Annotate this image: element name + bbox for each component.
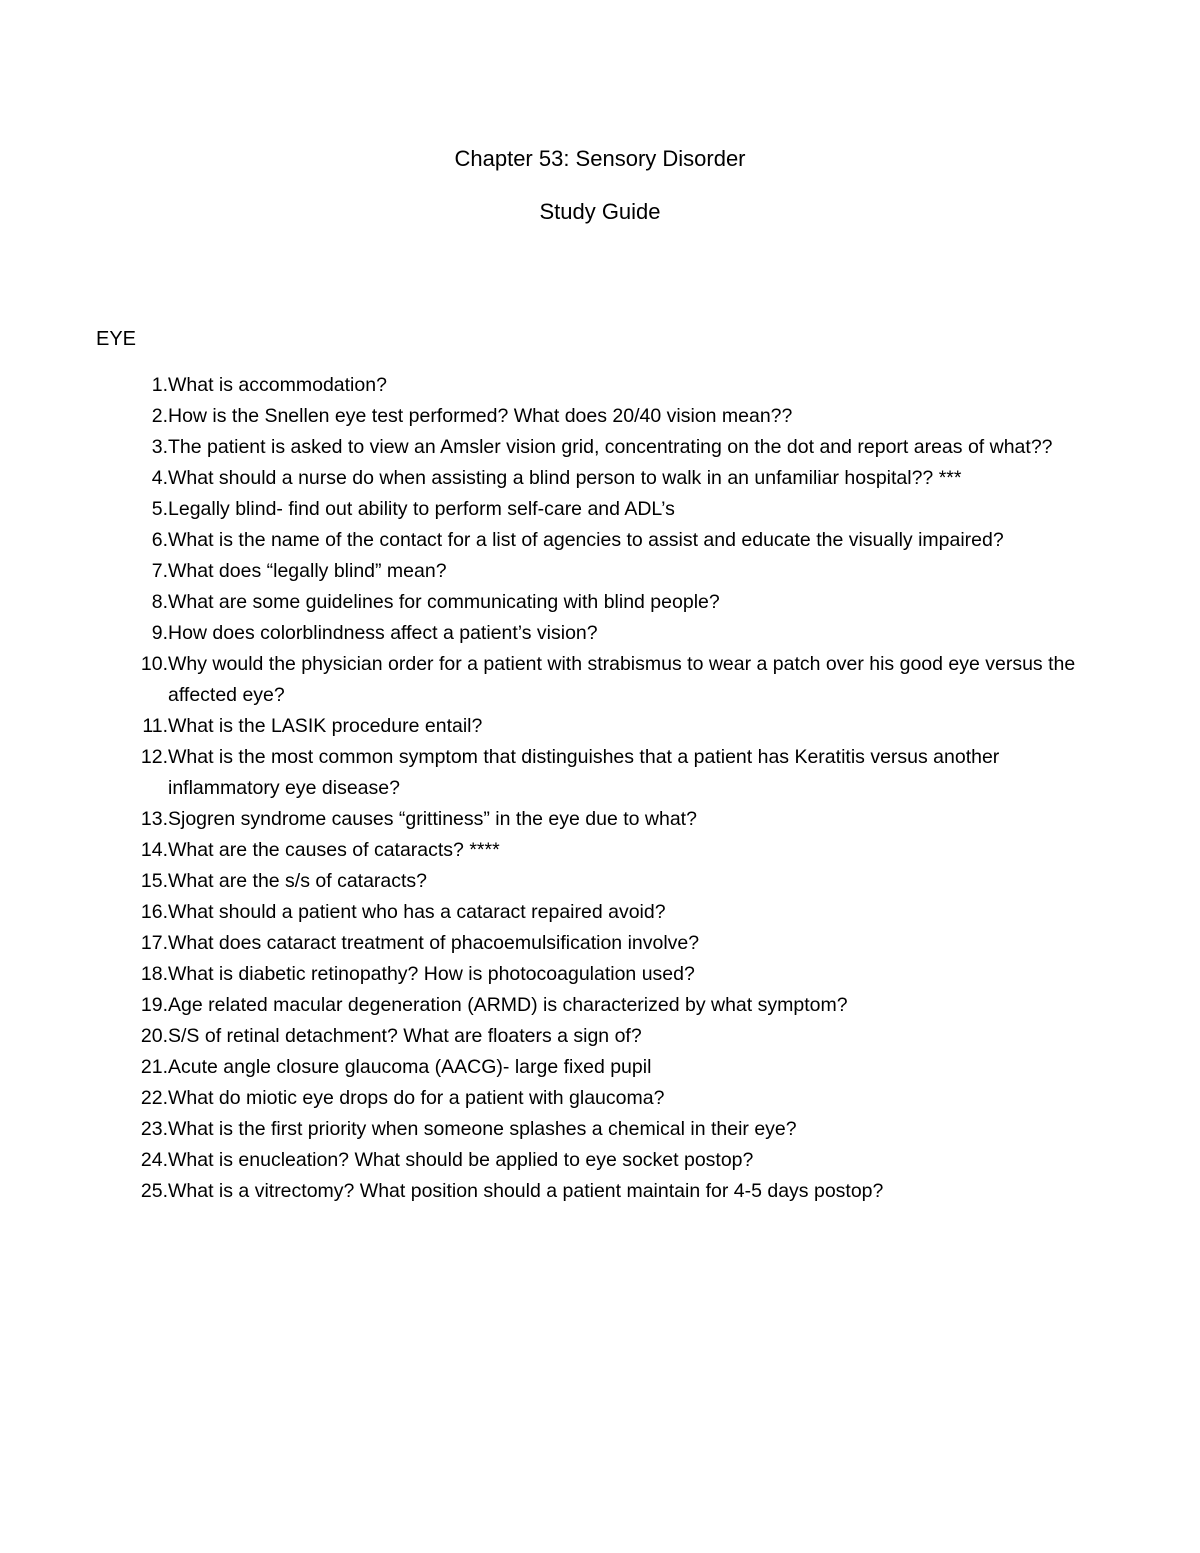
list-item-number-cell bbox=[96, 959, 168, 990]
list-item-number: 13. bbox=[140, 808, 168, 830]
list-item-number: 14. bbox=[140, 839, 168, 861]
list-item-number: 20. bbox=[140, 1025, 168, 1047]
list-item-text: What does “legally blind” mean? bbox=[168, 560, 447, 582]
list-item-number-cell bbox=[96, 711, 168, 742]
list-item-number-cell bbox=[96, 928, 168, 959]
list-item-number: 11. bbox=[142, 715, 168, 737]
list-item bbox=[96, 959, 1106, 990]
list-item-number-cell bbox=[96, 1114, 168, 1145]
list-item-text: Legally blind- find out ability to perform self-care and ADL’s bbox=[168, 498, 675, 520]
list-item bbox=[96, 804, 1106, 835]
list-item-text: S/S of retinal detachment? What are floaters a sign of? bbox=[168, 1025, 642, 1047]
list-item-number: 22. bbox=[140, 1087, 168, 1109]
list-item-number-cell bbox=[96, 370, 168, 401]
list-item-text: What are the s/s of cataracts? bbox=[168, 870, 428, 892]
list-item bbox=[96, 1083, 1106, 1114]
list-item-text: How does colorblindness affect a patient’s vision? bbox=[168, 622, 598, 644]
list-item bbox=[96, 556, 1106, 587]
list-item-text: What is the LASIK procedure entail? bbox=[168, 715, 483, 737]
list-item bbox=[96, 742, 1106, 804]
list-item bbox=[96, 1176, 1106, 1207]
list-item bbox=[96, 835, 1106, 866]
list-item-number-cell bbox=[96, 587, 168, 618]
list-item-number-cell bbox=[96, 990, 168, 1021]
list-item-number: 9. bbox=[151, 622, 168, 644]
list-item-text: What are some guidelines for communicating with blind people? bbox=[168, 591, 720, 613]
list-item-number-cell bbox=[96, 556, 168, 587]
list-item-number-cell bbox=[96, 1083, 168, 1114]
list-item-number-cell bbox=[96, 804, 168, 835]
list-item bbox=[96, 401, 1106, 432]
list-item-number: 17. bbox=[140, 932, 168, 954]
list-item bbox=[96, 1021, 1106, 1052]
list-item-text: Why would the physician order for a patient with strabismus to wear a patch over his good eye versus the affected eye? bbox=[168, 653, 1076, 706]
list-item-text: What should a nurse do when assisting a blind person to walk in an unfamiliar hospital?? *** bbox=[168, 467, 962, 489]
list-item-text: What is diabetic retinopathy? How is photocoagulation used? bbox=[168, 963, 695, 985]
list-item-number: 4. bbox=[151, 467, 168, 489]
list-item-number: 12. bbox=[140, 746, 168, 768]
section-heading: EYE bbox=[96, 328, 137, 350]
list-item-number-cell bbox=[96, 463, 168, 494]
list-item-text: What are the causes of cataracts? **** bbox=[168, 839, 500, 861]
list-item-number: 2. bbox=[151, 405, 168, 427]
list-item-text: Age related macular degeneration (ARMD) is characterized by what symptom? bbox=[168, 994, 848, 1016]
list-item-text: What is the most common symptom that distinguishes that a patient has Keratitis versus another inflammatory eye disease? bbox=[168, 746, 1000, 799]
document-title: Chapter 53: Sensory Disorder bbox=[454, 146, 746, 171]
question-list bbox=[96, 370, 1106, 1207]
list-item-text: What is the name of the contact for a list of agencies to assist and educate the visually impaired? bbox=[168, 529, 1004, 551]
list-item-number-cell bbox=[96, 525, 168, 556]
list-item bbox=[96, 1145, 1106, 1176]
list-item bbox=[96, 866, 1106, 897]
list-item-text: The patient is asked to view an Amsler vision grid, concentrating on the dot and report areas of what?? bbox=[168, 436, 1053, 458]
list-item bbox=[96, 928, 1106, 959]
list-item bbox=[96, 1052, 1106, 1083]
list-item-text: What does cataract treatment of phacoemulsification involve? bbox=[168, 932, 700, 954]
list-item-number: 24. bbox=[140, 1149, 168, 1171]
list-item bbox=[96, 1114, 1106, 1145]
list-item bbox=[96, 711, 1106, 742]
list-item-number-cell bbox=[96, 866, 168, 897]
list-item bbox=[96, 649, 1106, 711]
list-item-number-cell bbox=[96, 897, 168, 928]
list-item-number: 18. bbox=[140, 963, 168, 985]
list-item-text: What do miotic eye drops do for a patient with glaucoma? bbox=[168, 1087, 665, 1109]
list-item-number-cell bbox=[96, 401, 168, 432]
list-item-number: 23. bbox=[140, 1118, 168, 1140]
list-item-number: 10. bbox=[140, 653, 168, 675]
list-item bbox=[96, 990, 1106, 1021]
list-item bbox=[96, 525, 1106, 556]
list-item-number-cell bbox=[96, 1145, 168, 1176]
list-item-text: What is a vitrectomy? What position should a patient maintain for 4-5 days postop? bbox=[168, 1180, 884, 1202]
list-item-number: 21. bbox=[140, 1056, 168, 1078]
list-item-number: 25. bbox=[140, 1180, 168, 1202]
list-item-text: What is accommodation? bbox=[168, 374, 387, 396]
list-item-number-cell bbox=[96, 432, 168, 463]
list-item-number-cell bbox=[96, 618, 168, 649]
list-item-number: 15. bbox=[140, 870, 168, 892]
list-item-text: How is the Snellen eye test performed? What does 20/40 vision mean?? bbox=[168, 405, 793, 427]
list-item-number-cell bbox=[96, 1176, 168, 1207]
list-item-text: What is the first priority when someone splashes a chemical in their eye? bbox=[168, 1118, 797, 1140]
list-item-number-cell bbox=[96, 835, 168, 866]
list-item-number-cell bbox=[96, 494, 168, 525]
list-item bbox=[96, 432, 1106, 463]
list-item bbox=[96, 370, 1106, 401]
list-item-number: 8. bbox=[151, 591, 168, 613]
list-item-number: 1. bbox=[151, 374, 168, 396]
list-item-number: 16. bbox=[140, 901, 168, 923]
list-item bbox=[96, 897, 1106, 928]
list-item-number: 5. bbox=[151, 498, 168, 520]
list-item-text: What is enucleation? What should be applied to eye socket postop? bbox=[168, 1149, 754, 1171]
list-item bbox=[96, 494, 1106, 525]
list-item-number: 7. bbox=[151, 560, 168, 582]
list-item bbox=[96, 618, 1106, 649]
list-item-text: Sjogren syndrome causes “grittiness” in the eye due to what? bbox=[168, 808, 697, 830]
list-item-number: 3. bbox=[151, 436, 168, 458]
list-item-text: Acute angle closure glaucoma (AACG)- large fixed pupil bbox=[168, 1056, 652, 1078]
list-item-number-cell bbox=[96, 742, 168, 804]
list-item-number-cell bbox=[96, 1052, 168, 1083]
list-item-number-cell bbox=[96, 649, 168, 711]
list-item-number-cell bbox=[96, 1021, 168, 1052]
document-subtitle: Study Guide bbox=[539, 199, 661, 224]
list-item-number: 19. bbox=[140, 994, 168, 1016]
list-item-text: What should a patient who has a cataract repaired avoid? bbox=[168, 901, 666, 923]
list-item bbox=[96, 587, 1106, 618]
list-item-number: 6. bbox=[151, 529, 168, 551]
list-item bbox=[96, 463, 1106, 494]
